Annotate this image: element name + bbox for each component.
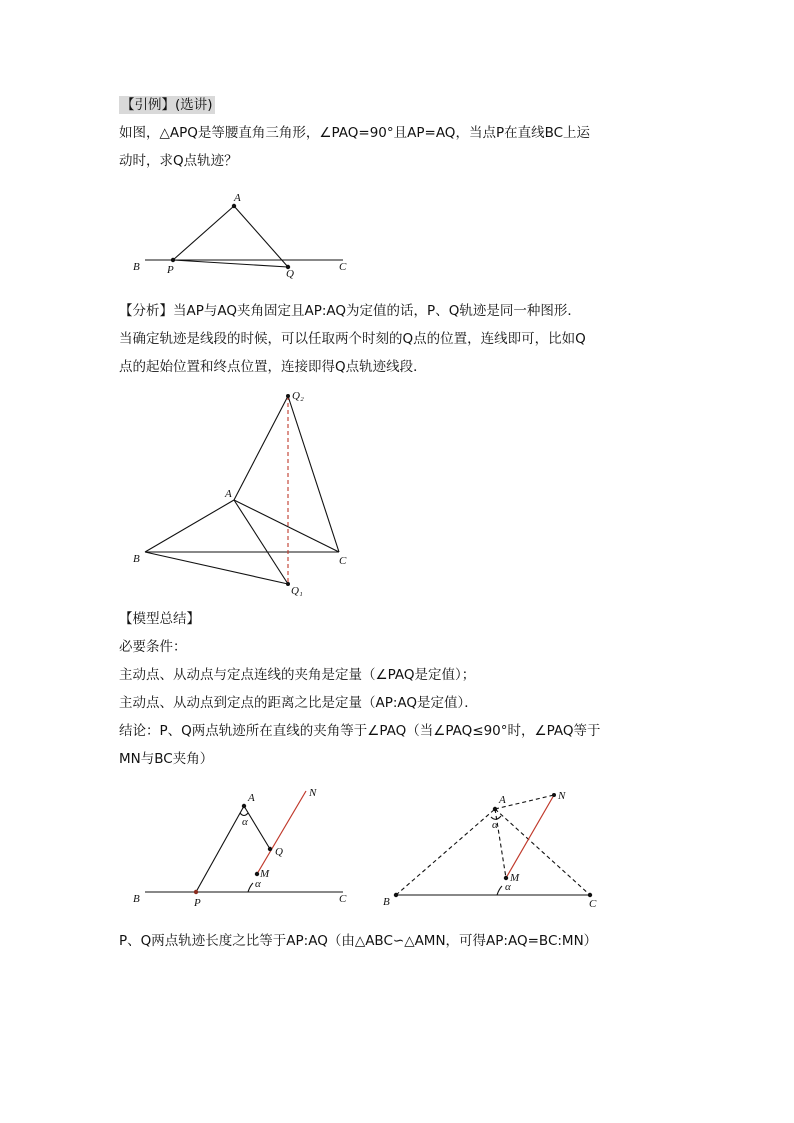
fig3-label-b: B	[133, 893, 140, 905]
fig4-point-n	[552, 793, 556, 797]
fig4-label-m: M	[510, 872, 520, 884]
example-header-note: (选讲)	[175, 97, 213, 113]
fig3-label-c: C	[339, 893, 347, 905]
fig4-label-alpha-1: α	[492, 819, 498, 831]
fig4-trajectory-mn	[506, 795, 554, 878]
final-statement: P、Q两点轨迹长度之比等于AP:AQ（由△ABC∽△AMN，可得AP:AQ=BC:MN）	[119, 933, 598, 949]
fig4-label-b: B	[383, 896, 390, 908]
fig3-label-q: Q	[275, 846, 283, 858]
fig4-segment-ba	[396, 809, 495, 895]
fig2-label-c: C	[339, 555, 347, 567]
fig4-label-a: A	[499, 794, 506, 806]
example-header-text: 【引例】	[121, 97, 175, 113]
analysis-line-1: 【分析】当AP与AQ夹角固定且AP:AQ为定值的话，P、Q轨迹是同一种图形．	[119, 303, 581, 319]
analysis-line-3: 点的起始位置和终点位置，连接即得Q点轨迹线段．	[119, 359, 427, 375]
fig4-point-m	[504, 876, 508, 880]
example-text-line-2: 动时，求Q点轨迹？	[119, 153, 238, 169]
summary-cond-title: 必要条件：	[119, 639, 187, 655]
fig1-label-a: A	[234, 192, 241, 204]
summary-conclusion-1: 结论：P、Q两点轨迹所在直线的夹角等于∠PAQ（当∠PAQ≤90°时，∠PAQ等于	[119, 723, 601, 739]
fig4-label-alpha-2: α	[505, 881, 511, 893]
fig1-label-q: Q	[286, 268, 294, 280]
fig1-label-b: B	[133, 261, 140, 273]
analysis-line-2: 当确定轨迹是线段的时候，可以任取两个时刻的Q点的位置，连线即可，比如Q	[119, 331, 586, 347]
fig1-label-c: C	[339, 261, 347, 273]
fig2-label-q1: Q₁	[291, 585, 303, 597]
fig4-label-n: N	[558, 790, 566, 802]
fig4-point-b	[394, 893, 398, 897]
summary-conclusion-2: MN与BC夹角）	[119, 751, 214, 767]
fig4-label-c: C	[589, 898, 597, 910]
fig3-label-n: N	[309, 787, 317, 799]
fig2-label-b: B	[133, 553, 140, 565]
fig3-label-alpha-2: α	[255, 878, 261, 890]
fig3-label-m: M	[260, 868, 270, 880]
fig2-label-q2: Q₂	[292, 390, 304, 402]
summary-header: 【模型总结】	[119, 611, 200, 627]
summary-cond-2: 主动点、从动点到定点的距离之比是定量（AP:AQ是定值）．	[119, 695, 478, 711]
fig3-label-alpha-1: α	[242, 816, 248, 828]
fig3-label-a: A	[248, 792, 255, 804]
fig1-label-p: P	[167, 264, 174, 276]
fig4-point-c	[588, 893, 592, 897]
summary-cond-1: 主动点、从动点与定点连线的夹角是定量（∠PAQ是定值）；	[119, 667, 476, 683]
fig4-point-a	[493, 807, 497, 811]
example-text-line-1: 如图，△APQ是等腰直角三角形，∠PAQ=90°且AP=AQ，当点P在直线BC上运	[119, 125, 591, 141]
fig2-label-a: A	[225, 488, 232, 500]
fig3-label-p: P	[194, 897, 201, 909]
fig4-angle-arc-m	[497, 886, 502, 895]
